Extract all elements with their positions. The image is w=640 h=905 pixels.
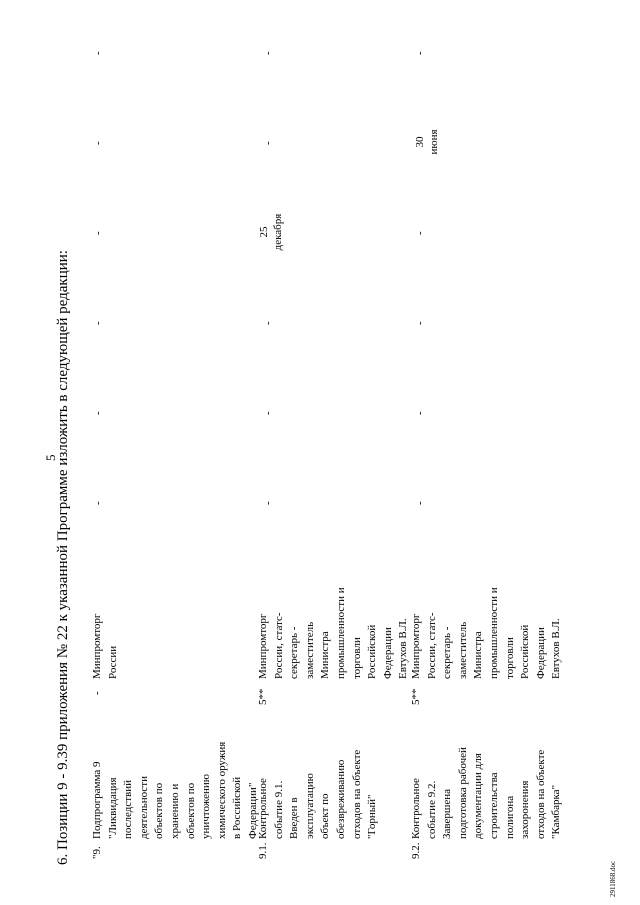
- page-number: 5: [43, 454, 58, 461]
- date-month: июня: [428, 129, 440, 155]
- date-month: декабря: [272, 213, 284, 251]
- section-heading: 6. Позиции 9 - 9.39 приложения № 22 к указанной Программе изложить в следующей редакции:: [55, 250, 71, 865]
- empty-cell-dash: -: [414, 51, 426, 55]
- item-mark: -: [91, 691, 103, 695]
- empty-cell-dash: -: [92, 231, 104, 235]
- row-number: 9.1.: [257, 842, 269, 859]
- empty-cell-dash: -: [92, 501, 104, 505]
- item-name: Подпрограмма 9 "Ликвидация последствий деятельности объектов по хранению и объектов по уничтожению химического оружия в Российской Федерации": [91, 741, 259, 839]
- empty-cell-dash: -: [262, 141, 274, 145]
- responsible: Минпромторг России, статс- секретарь - заместитель Министра промышленности и торговли Российской Федерации Евтухов В.Л.: [410, 587, 563, 679]
- date-day: 30: [414, 136, 426, 148]
- empty-cell-dash: -: [414, 321, 426, 325]
- empty-cell-dash: -: [414, 231, 426, 235]
- empty-cell-dash: -: [262, 321, 274, 325]
- item-mark: 5**: [257, 688, 269, 705]
- empty-cell-dash: -: [92, 51, 104, 55]
- empty-cell-dash: -: [262, 411, 274, 415]
- empty-cell-dash: -: [92, 141, 104, 145]
- footer-filename: 2911868.doc: [609, 860, 617, 897]
- empty-cell-dash: -: [414, 411, 426, 415]
- empty-cell-dash: -: [92, 321, 104, 325]
- empty-cell-dash: -: [262, 51, 274, 55]
- empty-cell-dash: -: [414, 501, 426, 505]
- item-name: Контрольное событие 9.1. Введен в эксплуатацию объект по обезвреживанию отходов на объекте "Горный": [257, 749, 379, 839]
- item-mark: 5**: [410, 688, 422, 705]
- item-name: Контрольное событие 9.2. Завершена подготовка рабочей документации для строительства полигона захоронения отходов на объекте "Камбарка": [410, 747, 563, 839]
- responsible: Минпромторг России: [91, 613, 119, 679]
- responsible: Минпромторг России, статс- секретарь - заместитель Министра промышленности и торговли Российской Федерации Евтухов В.Л.: [257, 587, 410, 679]
- row-number: "9.: [91, 846, 103, 859]
- date-day: 25: [258, 226, 270, 238]
- empty-cell-dash: -: [262, 501, 274, 505]
- row-number: 9.2.: [410, 842, 422, 859]
- empty-cell-dash: -: [92, 411, 104, 415]
